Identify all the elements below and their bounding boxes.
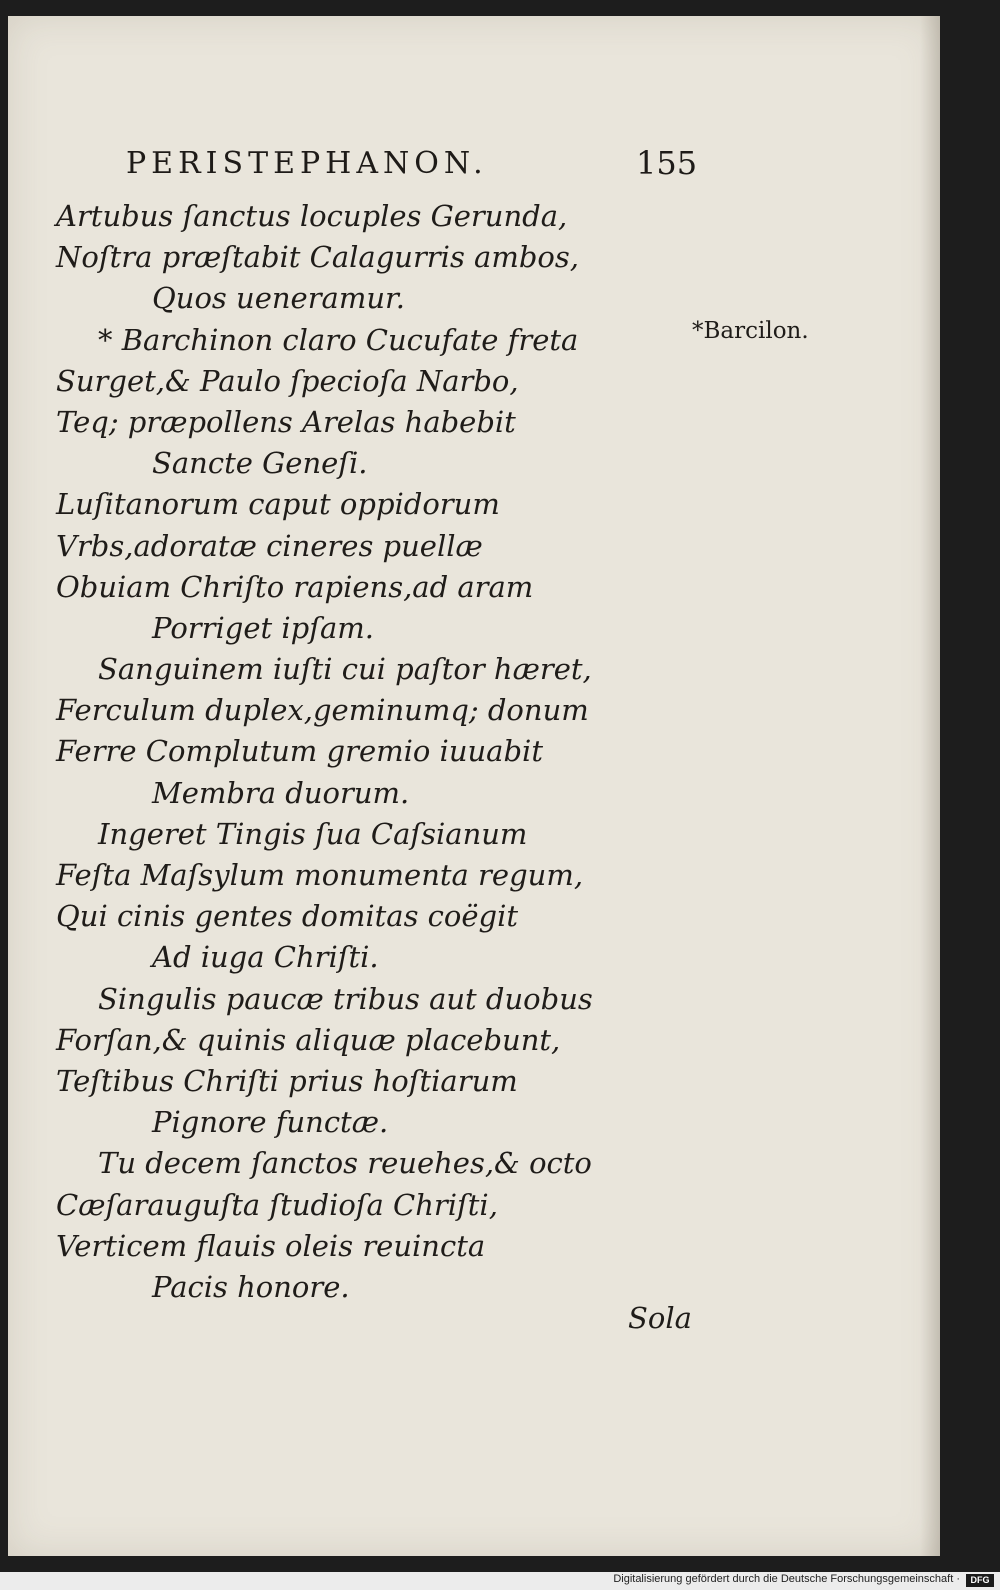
verse-line: Ingeret Tingis ſua Caſsianum: [98, 816, 528, 851]
verse-line: Membra duorum.: [152, 775, 410, 810]
verse-line: Noſtra præſtabit Calagurris ambos,: [56, 240, 579, 275]
verse-line: Teſtibus Chriſti prius hoſtiarum: [56, 1063, 518, 1098]
verse-line: Verticem flauis oleis reuincta: [56, 1228, 486, 1263]
marginal-note: *Barcilon.: [692, 318, 809, 344]
verse-line: Ad iuga Chriſti.: [152, 940, 379, 975]
verse-line: Surget,& Paulo ſpecioſa Narbo,: [56, 363, 519, 398]
page-number: 155: [636, 144, 698, 182]
verse-line: Sancte Geneſi.: [152, 446, 368, 481]
verse-line: Ferculum duplex,geminumq; donum: [56, 693, 589, 728]
verse-line: Obuiam Chriſto rapiens,ad aram: [56, 569, 534, 604]
catchword: Sola: [628, 1301, 692, 1335]
verse-line: Luſitanorum caput oppidorum: [56, 487, 500, 522]
footer-credit: Digitalisierung gefördert durch die Deutsche Forschungsgemeinschaft ·: [613, 1573, 960, 1585]
verse-line: Artubus ſanctus locuples Gerunda,: [56, 199, 568, 233]
book-page: [8, 16, 940, 1556]
running-title: PERISTEPHANON.: [126, 146, 488, 181]
verse-line: Qui cinis gentes domitas coëgit: [56, 899, 519, 934]
verse-line: Quos ueneramur.: [152, 281, 405, 316]
verse-line: Ferre Complutum gremio iuuabit: [56, 734, 543, 769]
verse-line: Pacis honore.: [152, 1269, 350, 1304]
digitization-footer: [0, 1572, 1000, 1590]
verse-block: [56, 196, 616, 1308]
verse-line: Sanguinem iuſti cui paſtor hæret,: [98, 652, 592, 687]
verse-line: Singulis paucæ tribus aut duobus: [98, 981, 593, 1016]
verse-line: Teq; præpollens Arelas habebit: [56, 404, 516, 439]
page-header: [126, 144, 698, 190]
verse-line: * Barchinon claro Cucufate freta: [98, 322, 579, 357]
verse-line: Cæſarauguſta ſtudioſa Chriſti,: [56, 1187, 498, 1222]
verse-line: Vrbs,adoratæ cineres puellæ: [56, 528, 483, 563]
verse-line: Tu decem ſanctos reuehes,& octo: [98, 1146, 592, 1181]
verse-line: Forſan,& quinis aliquæ placebunt,: [56, 1022, 561, 1057]
verse-line: Porriget ipſam.: [152, 610, 374, 645]
verse-line: Feſta Maſsylum monumenta regum,: [56, 858, 584, 892]
dfg-logo-icon: DFG: [966, 1574, 994, 1587]
verse-line: Pignore functæ.: [152, 1105, 389, 1140]
